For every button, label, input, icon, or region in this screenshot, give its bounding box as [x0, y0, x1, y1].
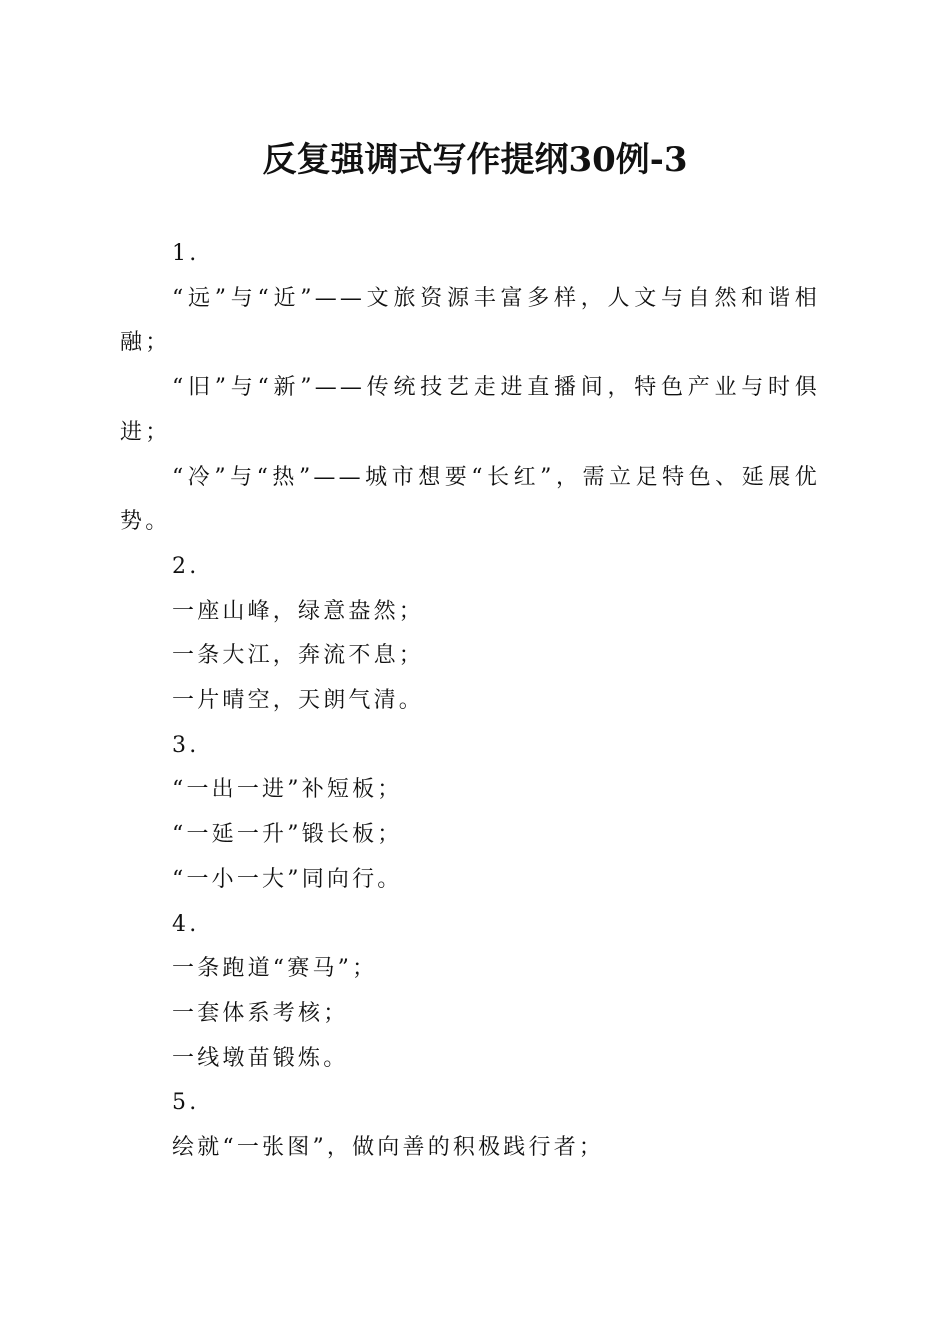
section-number: 2.: [172, 553, 200, 579]
paragraph: “一延一升”锻长板；: [172, 822, 403, 848]
paragraph: “一出一进”补短板；: [172, 777, 403, 803]
paragraph: 一线墩苗锻炼。: [172, 1045, 349, 1071]
paragraph: 一条跑道“赛马”；: [172, 956, 378, 982]
paragraph: 一套体系考核；: [172, 1000, 349, 1026]
section-number: 1.: [172, 241, 200, 266]
section-number: 5.: [172, 1090, 200, 1116]
paragraph: 绘就“一张图”，做向善的积极践行者；: [172, 1135, 605, 1161]
section-number: 4.: [172, 911, 200, 937]
paragraph: 一片晴空，天朗气清。: [172, 688, 425, 714]
document-title: 反复强调式写作提纲30例-3: [262, 140, 688, 180]
paragraph: 一条大江，奔流不息；: [172, 643, 425, 669]
section-number: 3.: [172, 732, 200, 758]
paragraph: “远”与“近”——文旅资源丰富多样，人文与自然和谐相融；: [120, 285, 820, 356]
paragraph: “冷”与“热”——城市想要“长红”，需立足特色、延展优势。: [120, 464, 820, 535]
document-body: [120, 232, 820, 1171]
paragraph: “旧”与“新”——传统技艺走进直播间，特色产业与时俱进；: [120, 375, 820, 445]
paragraph: “一小一大”同向行。: [172, 866, 403, 892]
paragraph: 一座山峰，绿意盎然；: [172, 598, 425, 624]
